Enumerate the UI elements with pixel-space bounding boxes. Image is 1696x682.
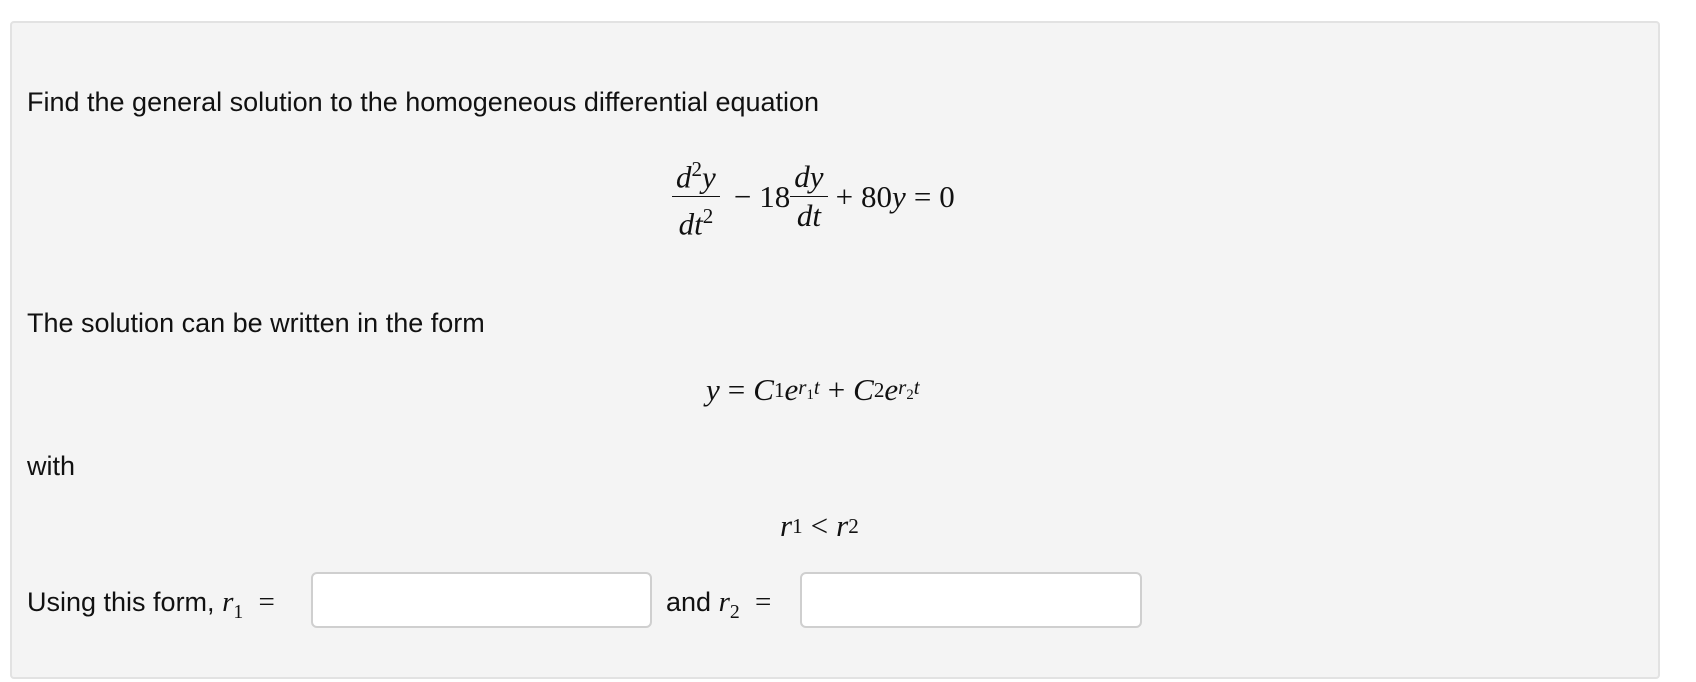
eq-num1-exponent: 2: [691, 157, 703, 181]
answer-eq1: =: [258, 586, 275, 618]
form-y: y: [706, 372, 720, 407]
cond-r1: r: [780, 508, 793, 543]
answer-r2: r: [718, 586, 730, 618]
form-c2-subscript: 2: [873, 377, 885, 402]
answer-r1-subscript: 1: [233, 600, 244, 623]
form-exp2-t: t: [913, 375, 920, 400]
form-exp1-r: r: [798, 375, 807, 400]
cond-less-than: <: [810, 508, 829, 543]
eq-num2-dy: dy: [790, 158, 827, 197]
form-equals: =: [727, 372, 746, 407]
form-plus: +: [827, 372, 846, 407]
differential-equation: [672, 150, 955, 244]
problem-prompt: Find the general solution to the homogeneous differential equation: [27, 87, 820, 117]
with-label: with: [27, 451, 76, 481]
second-derivative-fraction: [672, 150, 720, 244]
answer-line-and: [666, 586, 779, 628]
cond-r2: r: [836, 508, 849, 543]
root-ordering-condition: [780, 508, 859, 544]
r1-answer-input[interactable]: [311, 572, 652, 628]
form-exp1-t: t: [813, 375, 820, 400]
answer-r1: r: [222, 586, 234, 618]
form-intro: The solution can be written in the form: [27, 308, 485, 338]
form-exp2-r: r: [898, 375, 907, 400]
form-c1-subscript: 1: [773, 377, 785, 402]
answer-and-text: and: [666, 587, 712, 617]
answer-line-lead: [27, 586, 283, 628]
form-c1: C: [753, 372, 774, 407]
eq-den1-dt: dt: [678, 206, 703, 242]
form-c2: C: [853, 372, 874, 407]
form-exp1-subscript: 1: [806, 387, 814, 404]
eq-var-y: y: [892, 178, 906, 214]
cond-r1-subscript: 1: [792, 513, 803, 538]
eq-rhs: 0: [939, 178, 955, 214]
first-derivative-fraction: [790, 158, 827, 235]
form-e2: e: [884, 372, 899, 407]
answer-eq2: =: [754, 586, 772, 618]
eq-den1-exponent: 2: [702, 204, 714, 229]
answer-r2-subscript: 2: [729, 600, 740, 623]
answer-lead-text: Using this form,: [27, 587, 215, 617]
eq-minus: −: [733, 178, 752, 214]
cond-r2-subscript: 2: [848, 513, 859, 538]
eq-num1-d: d: [676, 159, 692, 195]
form-exp2-subscript: 2: [906, 387, 914, 404]
solution-form: [706, 372, 920, 408]
eq-num1-y: y: [702, 159, 716, 195]
r2-answer-input[interactable]: [800, 572, 1142, 628]
eq-plus: +: [835, 178, 854, 214]
eq-den2-dt: dt: [796, 198, 821, 234]
eq-coefficient-b: 18: [759, 178, 791, 214]
eq-coefficient-c: 80: [861, 178, 893, 214]
form-e1: e: [784, 372, 799, 407]
eq-equals: =: [913, 178, 932, 214]
